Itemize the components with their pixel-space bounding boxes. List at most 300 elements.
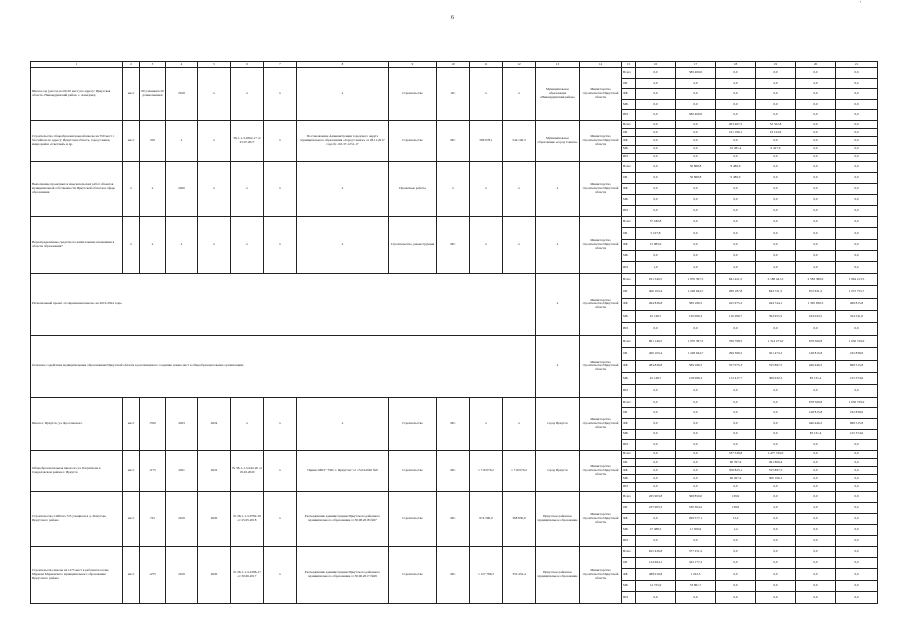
funding-value: 0,0 — [836, 172, 878, 183]
funding-value: 0,0 — [796, 262, 836, 273]
unit-cell: мест — [123, 450, 140, 491]
subtotal-name: Основное содействие муниципальным образованиям Иркутской области в реализации по созданию новых мест в общеобразовательных организациях — [31, 335, 536, 397]
funding-value: 124 664,1 — [636, 558, 676, 569]
start-year-cell: 2019 — [166, 546, 198, 603]
funding-value: 488 016,8 — [636, 569, 676, 580]
decision-cell: х — [297, 68, 389, 121]
project-name: Нераспределенные средства по капитальным вложениям в области образования* — [31, 216, 123, 273]
funding-value: 0,0 — [676, 129, 716, 137]
capacity-cell: х — [140, 216, 166, 273]
funding-value: 0,0 — [716, 110, 756, 121]
funding-value: 0,0 — [756, 262, 796, 273]
funding-value: 9 427,9 — [756, 145, 796, 153]
funding-value: 0,0 — [836, 137, 878, 145]
cost-cell: х — [470, 68, 503, 121]
funding-value: 0,0 — [836, 458, 878, 466]
funding-value: 0,0 — [716, 194, 756, 205]
customer-cell: Муниципальное образование «город Саянск» — [536, 120, 580, 161]
funding-value: 0,0 — [636, 172, 676, 183]
funding-source-label: ОБ — [622, 348, 636, 360]
funding-source-label: Всего — [622, 120, 636, 128]
funding-value: 0,0 — [636, 129, 676, 137]
funding-value: 0,0 — [676, 483, 716, 491]
funding-value: 237 903,3 — [636, 502, 676, 513]
remaining-cell: х — [503, 68, 536, 121]
executor-cell: Министерство строительства Иркутской области — [580, 120, 622, 161]
unit-cell: мест — [123, 397, 140, 450]
investment-table — [30, 61, 878, 604]
funding-value: 1 395 836,5 — [796, 298, 836, 310]
funding-value: 0,0 — [716, 239, 756, 250]
funding-value: 36 868,8 — [676, 172, 716, 183]
funding-value: 0,0 — [796, 228, 836, 239]
funding-value: 0,0 — [636, 397, 676, 408]
funding-value: 0,0 — [796, 145, 836, 153]
funding-value: 0,0 — [796, 216, 836, 227]
header-col-number: 11 — [470, 62, 503, 68]
funding-value: 0,0 — [756, 99, 796, 110]
funding-source-label: МБ — [622, 372, 636, 384]
executor-cell: Министерство строительства Иркутской области — [580, 161, 622, 216]
funding-value: 184 043,5 — [796, 311, 836, 323]
subtotal-mark: х — [536, 273, 580, 335]
project-name: Школа г. Иркутск, ул. Ярославского — [31, 397, 123, 450]
funding-source-label: МБ — [622, 311, 636, 323]
funding-value: 0,0 — [636, 99, 676, 110]
funding-value: 0,0 — [836, 161, 878, 172]
funding-source-label: ОБ — [622, 228, 636, 239]
permit-cell: х — [264, 161, 297, 216]
funding-value: 0,0 — [836, 450, 878, 458]
end-year-cell: х — [198, 161, 231, 216]
funding-value: 0,0 — [636, 145, 676, 153]
funding-value: 0,0 — [716, 89, 756, 100]
funding-value: 625 436,8 — [636, 546, 676, 557]
decision-cell: Распоряжение администрации Иркутского районного муниципального образования от 30.08.2018 №97 — [297, 491, 389, 546]
funding-value: 0,0 — [836, 145, 878, 153]
header-col-number: 21 — [836, 62, 878, 68]
funding-value: 324 541,0 — [836, 311, 878, 323]
funding-value: 972 631,2 — [796, 286, 836, 298]
funding-value: 2 583 386,0 — [796, 273, 836, 285]
funding-value: 0,0 — [756, 440, 796, 451]
funding-value: 0,0 — [636, 194, 676, 205]
funding-value: 0,0 — [636, 450, 676, 458]
funding-value: 0,0 — [836, 205, 878, 216]
funding-value: 0,0 — [796, 161, 836, 172]
work-type-cell: Строительство — [389, 397, 437, 450]
funding-value: 0,0 — [676, 592, 716, 603]
funding-value: 0,0 — [636, 429, 676, 440]
customer-cell: х — [536, 216, 580, 273]
funding-value: 0,0 — [676, 323, 716, 335]
expertise-cell: № 38-1-1-3-042-20 от 19.02.2020 — [231, 450, 264, 491]
funding-value: 0,0 — [756, 483, 796, 491]
funding-source-label: ИИ — [622, 110, 636, 121]
funding-value: 698 515,8 — [836, 360, 878, 372]
budget-type-cell: ОС — [437, 68, 470, 121]
funding-value: 0,0 — [676, 78, 716, 89]
funding-value: 0,0 — [716, 385, 756, 397]
permit-cell: х — [264, 120, 297, 161]
expertise-cell: № 38-1-1-3-0186-17 от 30.06.2017 — [231, 546, 264, 603]
funding-value: 0,0 — [636, 440, 676, 451]
funding-value: 83 131,4 — [796, 372, 836, 384]
funding-value: 841 421,5 — [716, 273, 756, 285]
table-row — [31, 216, 878, 227]
funding-value: 90 267,4 — [716, 475, 756, 483]
funding-value: 128 066,3 — [676, 372, 716, 384]
funding-value: 0,0 — [636, 120, 676, 128]
funding-value: 0,0 — [836, 513, 878, 524]
funding-value: 0,0 — [676, 120, 716, 128]
remaining-cell: 1 719 070,2 — [503, 450, 536, 491]
funding-value: 0,0 — [836, 239, 878, 250]
funding-value: 0,0 — [756, 491, 796, 502]
header-col-number: 6 — [231, 62, 264, 68]
funding-value: 0,0 — [716, 408, 756, 419]
subtotal-name: Региональный проект «Современная школа» на 2019-2024 годы — [31, 273, 536, 335]
funding-source-label: ИИ — [622, 262, 636, 273]
funding-value: 12 725,9 — [636, 580, 676, 591]
funding-value: 0,0 — [716, 137, 756, 145]
executor-cell: Министерство строительства Иркутской области — [580, 335, 622, 397]
start-year-cell: 2020 — [166, 161, 198, 216]
funding-value: 0,0 — [796, 502, 836, 513]
funding-value: 484 836,8 — [636, 360, 676, 372]
funding-value: 0,0 — [756, 194, 796, 205]
funding-value: 0,0 — [796, 475, 836, 483]
funding-value: 0,0 — [716, 592, 756, 603]
funding-value: 0,0 — [836, 183, 878, 194]
project-name: Строительство школы на 1275 мест в рабочем поселке Маркова Марковского муниципального образования Иркутского района — [31, 546, 123, 603]
capacity-cell: 1175 — [140, 450, 166, 491]
funding-value: 0,0 — [716, 228, 756, 239]
funding-value: 0,0 — [716, 68, 756, 79]
unit-cell: мест — [123, 491, 140, 546]
funding-value: 0,0 — [716, 323, 756, 335]
funding-value: 203 467,5 — [716, 120, 756, 128]
cost-cell: 1 719 070,2 — [470, 450, 503, 491]
funding-value: 0,0 — [796, 78, 836, 89]
funding-value: 944 744,1 — [756, 298, 796, 310]
subtotal-mark: х — [536, 335, 580, 397]
header-col-number: 15 — [622, 62, 636, 68]
funding-value: 0,0 — [636, 458, 676, 466]
funding-value: 0,0 — [756, 251, 796, 262]
unit-cell: мест — [123, 546, 140, 603]
funding-value: 0,0 — [756, 216, 796, 227]
remaining-cell: 544 140,3 — [503, 120, 536, 161]
funding-value: 9 480,0 — [716, 161, 756, 172]
funding-value: 766 798,5 — [716, 335, 756, 347]
funding-value: 0,0 — [676, 262, 716, 273]
funding-value: 130 066,3 — [676, 311, 716, 323]
funding-source-label: ОБ — [622, 502, 636, 513]
funding-value: 0,0 — [836, 467, 878, 475]
funding-value: 0,0 — [796, 592, 836, 603]
funding-value: 0,0 — [796, 483, 836, 491]
funding-value: 394 955,5 — [756, 311, 796, 323]
executor-cell: Министерство строительства Иркутской области — [580, 450, 622, 491]
funding-value: 116 289,7 — [716, 311, 756, 323]
funding-value: 306 932,3 — [756, 372, 796, 384]
funding-value: 446 446,2 — [796, 360, 836, 372]
funding-value: 0,0 — [756, 429, 796, 440]
funding-value: 0,0 — [676, 137, 716, 145]
header-col-number: 5 — [198, 62, 231, 68]
end-year-cell: 2020 — [198, 491, 231, 546]
funding-value: 0,0 — [636, 385, 676, 397]
start-year-cell: х — [166, 216, 198, 273]
funding-value: 31 983,0 — [636, 239, 676, 250]
funding-value: 0,0 — [676, 251, 716, 262]
funding-value: 0,0 — [796, 558, 836, 569]
funding-source-label: ФБ — [622, 467, 636, 475]
funding-value: 0,0 — [636, 408, 676, 419]
funding-value: 0,0 — [636, 418, 676, 429]
funding-value: 0,0 — [836, 216, 878, 227]
cost-cell: 674 390,0 — [470, 491, 503, 546]
funding-value: 0,0 — [636, 153, 676, 161]
funding-value: 0,0 — [836, 110, 878, 121]
funding-value: 0,0 — [756, 569, 796, 580]
header-col-number: 20 — [796, 62, 836, 68]
capacity-cell: 725 — [140, 491, 166, 546]
funding-source-label: Всего — [622, 161, 636, 172]
funding-value: 0,0 — [636, 592, 676, 603]
funding-value: 0,0 — [676, 194, 716, 205]
funding-value: 1 056 729,0 — [836, 397, 878, 408]
funding-value: 537 539,8 — [716, 450, 756, 458]
funding-value: 0,0 — [636, 513, 676, 524]
funding-value: 0,0 — [636, 78, 676, 89]
funding-value: 891 149,5 — [636, 335, 676, 347]
funding-value: 0,0 — [676, 397, 716, 408]
funding-value: 0,0 — [756, 183, 796, 194]
budget-type-cell: МС — [437, 450, 470, 491]
funding-value: 0,0 — [836, 580, 878, 591]
funding-value: 296 396,5 — [716, 348, 756, 360]
work-type-cell: Проектные работы — [389, 161, 437, 216]
funding-value: 125 374,6 — [836, 372, 878, 384]
table-row — [31, 120, 878, 128]
funding-value: 0,0 — [756, 502, 796, 513]
funding-value: 0,0 — [836, 120, 878, 128]
funding-value: 0,0 — [756, 137, 796, 145]
funding-value: 0,0 — [796, 183, 836, 194]
header-col-number: 10 — [437, 62, 470, 68]
table-row — [31, 546, 878, 557]
funding-value: 2 188 441,3 — [756, 273, 796, 285]
funding-value: 0,0 — [836, 78, 878, 89]
permit-cell: х — [264, 450, 297, 491]
funding-value: 491 806,4 — [756, 458, 796, 466]
funding-value: 0,0 — [836, 385, 878, 397]
funding-source-label: ОБ — [622, 129, 636, 137]
remaining-cell: х — [503, 216, 536, 273]
funding-value: 368 850,0 — [676, 491, 716, 502]
end-year-cell: х — [198, 120, 231, 161]
expertise-cell: х — [231, 161, 264, 216]
funding-value: 0,0 — [836, 440, 878, 451]
funding-value: 1 056 729,0 — [836, 335, 878, 347]
header-col-number: 17 — [676, 62, 716, 68]
funding-value: 36 868,8 — [676, 161, 716, 172]
funding-value: 446 446,2 — [796, 418, 836, 429]
funding-value: 0,0 — [716, 580, 756, 591]
budget-type-cell: МС — [437, 120, 470, 161]
decision-cell: Распоряжение администрации Иркутского районного муниципального образования от 30.06.2017 №69 — [297, 546, 389, 603]
funding-value: 406 163,4 — [636, 286, 676, 298]
funding-value: 148 815,8 — [796, 348, 836, 360]
funding-value: 377 251,2 — [676, 546, 716, 557]
start-year-cell: х — [166, 120, 198, 161]
funding-value: 0,0 — [796, 120, 836, 128]
funding-source-label: ИИ — [622, 205, 636, 216]
funding-value: 0,0 — [676, 183, 716, 194]
funding-value: 0,0 — [676, 458, 716, 466]
table-row — [31, 397, 878, 408]
funding-value: 1 222,3 — [676, 569, 716, 580]
funding-value: 589 186,5 — [676, 360, 716, 372]
funding-value: 0,0 — [756, 513, 796, 524]
funding-value: 0,0 — [676, 228, 716, 239]
funding-value: 0,0 — [836, 323, 878, 335]
project-name: Общеобразовательная школа на ул. Багратиона в Свердловском районе г. Иркутск — [31, 450, 123, 491]
funding-value: 0,0 — [756, 397, 796, 408]
funding-value: 0,0 — [756, 68, 796, 79]
funding-value: 0,0 — [676, 153, 716, 161]
funding-value: 1 477 729,0 — [756, 450, 796, 458]
funding-value: 0,0 — [756, 580, 796, 591]
executor-cell: Министерство строительства Иркутской области — [580, 491, 622, 546]
funding-value: 0,0 — [676, 385, 716, 397]
funding-value: 1,4 — [716, 524, 756, 535]
funding-value: 13,2 — [716, 513, 756, 524]
unit-cell: х — [123, 161, 140, 216]
funding-value: 0,0 — [796, 458, 836, 466]
header-col-number: 3 — [140, 62, 166, 68]
funding-source-label: ФБ — [622, 239, 636, 250]
permit-cell: х — [264, 397, 297, 450]
funding-source-label: Всего — [622, 335, 636, 347]
funding-value: 90 767,4 — [716, 458, 756, 466]
start-year-cell: 2019 — [166, 491, 198, 546]
table-row — [31, 491, 878, 502]
header-col-number: 13 — [536, 62, 580, 68]
funding-value: 0,0 — [636, 251, 676, 262]
funding-value: 0,0 — [796, 153, 836, 161]
funding-value: 406 163,4 — [636, 348, 676, 360]
funding-value: 1 248 944,7 — [676, 286, 716, 298]
funding-value: 0,0 — [676, 475, 716, 483]
funding-value: 330 304,2 — [676, 502, 716, 513]
remaining-cell: х — [503, 397, 536, 450]
funding-value: 265 903,8 — [636, 491, 676, 502]
funding-value: 125 374,6 — [836, 429, 878, 440]
funding-value: 37 180,8 — [636, 216, 676, 227]
funding-value: 0,0 — [756, 558, 796, 569]
customer-cell: Иркутское районное муниципальное образование — [536, 491, 580, 546]
funding-value: 0,0 — [676, 450, 716, 458]
funding-source-label: ФБ — [622, 298, 636, 310]
funding-source-label: Всего — [622, 546, 636, 557]
funding-source-label: МБ — [622, 429, 636, 440]
funding-value: 0,0 — [676, 99, 716, 110]
funding-value: 138,6 — [716, 502, 756, 513]
funding-value: 0,0 — [756, 535, 796, 546]
table-row — [31, 68, 878, 79]
funding-value: 0,0 — [796, 194, 836, 205]
funding-value: 0,0 — [796, 524, 836, 535]
funding-value: 0,0 — [676, 418, 716, 429]
funding-value: 0,0 — [756, 323, 796, 335]
start-year-cell: 2023 — [166, 397, 198, 450]
funding-source-label: ИИ — [622, 483, 636, 491]
funding-value: 0,0 — [836, 129, 878, 137]
funding-value: 0,0 — [756, 546, 796, 557]
start-year-cell: 2021 — [166, 450, 198, 491]
funding-source-label: МБ — [622, 194, 636, 205]
funding-value: 0,0 — [796, 251, 836, 262]
header-col-number: 2 — [123, 62, 140, 68]
corner-mark: ' — [860, 0, 862, 8]
funding-value: 0,0 — [836, 502, 878, 513]
cost-cell: 1 127 786,3 — [470, 546, 503, 603]
header-col-number: 7 — [264, 62, 297, 68]
funding-value: 0,0 — [716, 429, 756, 440]
funding-value: 0,0 — [676, 535, 716, 546]
start-year-cell: 2019 — [166, 68, 198, 121]
funding-value: 0,0 — [716, 440, 756, 451]
expertise-cell: 38-1-1-3-0262-17 от 25.07.2017 — [231, 120, 264, 161]
funding-source-label: ИИ — [622, 323, 636, 335]
funding-value: 0,0 — [756, 385, 796, 397]
funding-value: 0,0 — [796, 323, 836, 335]
funding-source-label: Всего — [622, 68, 636, 79]
funding-value: 0,0 — [796, 89, 836, 100]
funding-value: 0,0 — [836, 524, 878, 535]
funding-value: 0,0 — [796, 99, 836, 110]
budget-type-cell: МС — [437, 216, 470, 273]
funding-source-label: МБ — [622, 475, 636, 483]
funding-value: 0,0 — [836, 99, 878, 110]
funding-value: 0,0 — [756, 161, 796, 172]
funding-value: 0,0 — [676, 429, 716, 440]
funding-value: 0,0 — [716, 205, 756, 216]
funding-value: 0,0 — [836, 194, 878, 205]
funding-value: 33 861,7 — [676, 580, 716, 591]
header-col-number: 4 — [166, 62, 198, 68]
permit-cell: х — [264, 491, 297, 546]
funding-value: 0,0 — [676, 239, 716, 250]
funding-value: 45 148,7 — [636, 311, 676, 323]
funding-value: 580 400,0 — [676, 110, 716, 121]
customer-cell: город Иркутск — [536, 450, 580, 491]
funding-value: 0,0 — [756, 239, 796, 250]
funding-value: 1 314 273,0 — [756, 335, 796, 347]
funding-value: 0,0 — [796, 137, 836, 145]
funding-value: 0,0 — [716, 216, 756, 227]
remaining-cell: 368 850,0 — [503, 491, 536, 546]
funding-value: 0,0 — [716, 418, 756, 429]
unit-cell: х — [123, 216, 140, 273]
project-name: Строительство СОШ на 725 учащихся в д. Хомутово Иркутского района — [31, 491, 123, 546]
funding-source-label: Всего — [622, 397, 636, 408]
remaining-cell: х — [503, 161, 536, 216]
funding-value: 0,0 — [796, 129, 836, 137]
